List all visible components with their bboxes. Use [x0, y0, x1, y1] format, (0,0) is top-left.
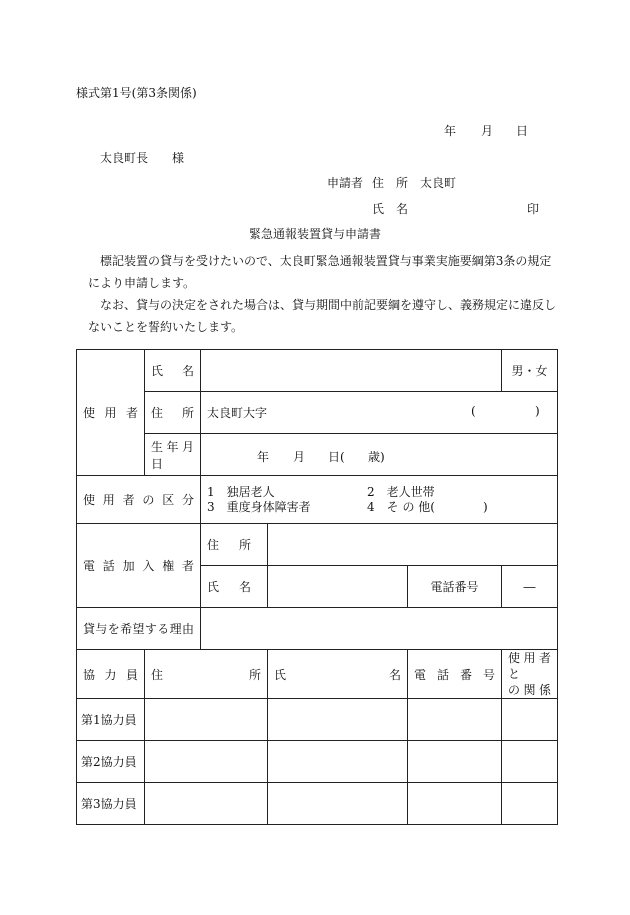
form-number: 様式第1号(第3条関係) [76, 86, 197, 100]
seal-mark: 印 [527, 202, 540, 216]
phone-number-label-cell [408, 566, 502, 608]
coop-phone-label: 電話番号 [414, 667, 496, 682]
category-option-1[interactable]: 1 独居老人 [207, 484, 275, 499]
category-option-3[interactable]: 3 重度身体障害者 [207, 499, 311, 514]
holder-address-label-cell [201, 524, 268, 566]
user-birth-row [77, 434, 558, 476]
cooperator-1-label-cell [77, 699, 145, 741]
address-paren-open: ( [471, 404, 476, 418]
user-label: 使用者 [83, 406, 138, 420]
statement-paragraph-1: 標記装置の貸与を受けたいので、太良町緊急通報装置貸与事業実施要綱第3条の規定により申請します。 [88, 254, 552, 290]
birth-field[interactable] [201, 434, 558, 476]
birth-label-cell [145, 434, 201, 476]
user-address-label-cell [145, 392, 201, 434]
cooperator-2-relation-field[interactable] [502, 741, 558, 783]
cooperator-1-name-field[interactable] [268, 699, 408, 741]
cooperator-3-phone-field[interactable] [408, 783, 502, 825]
user-address-row [77, 392, 558, 434]
user-address-field[interactable] [201, 392, 558, 434]
cooperator-2-address-field[interactable] [145, 741, 268, 783]
phone-number-label: 電話番号 [430, 580, 479, 594]
cooperator-1-label: 第1協力員 [81, 713, 137, 727]
cooperator-3-label-cell [77, 783, 145, 825]
coop-address-left: 住 [151, 667, 164, 682]
cooperator-row [77, 783, 558, 825]
coop-address-right: 所 [248, 667, 261, 682]
coop-name-header [268, 650, 408, 699]
category-option-4[interactable]: 4 そ の 他( ) [367, 499, 488, 514]
reason-row [77, 608, 558, 650]
cooperator-3-name-field[interactable] [268, 783, 408, 825]
phone-dash: ― [523, 579, 536, 594]
reason-field[interactable] [201, 608, 558, 650]
phone-holder-address-row [77, 524, 558, 566]
coop-relation-header [502, 650, 558, 699]
applicant-label: 申請者 [327, 176, 364, 190]
applicant-name-label: 氏 名 [372, 202, 409, 216]
cooperator-2-label: 第2協力員 [81, 755, 137, 769]
cooperator-1-address-field[interactable] [145, 699, 268, 741]
coop-phone-header [408, 650, 502, 699]
date-month-label: 月 [481, 124, 494, 138]
cooperator-row [77, 699, 558, 741]
document-title: 緊急通報装置貸与申請書 [249, 227, 382, 241]
birth-age-label: 歳) [368, 449, 385, 464]
user-name-label-cell [145, 350, 201, 392]
application-table [76, 349, 558, 825]
cooperator-header-row [77, 650, 558, 699]
cooperator-3-address-field[interactable] [145, 783, 268, 825]
applicant-address-value: 太良町 [420, 176, 457, 190]
birth-label: 生年月日 [151, 439, 194, 471]
honorific: 様 [172, 151, 185, 165]
cooperator-3-relation-field[interactable] [502, 783, 558, 825]
birth-year-label: 年 [257, 449, 270, 464]
coop-label: 協力員 [83, 667, 138, 682]
category-options [201, 476, 558, 524]
holder-address-field[interactable] [268, 524, 558, 566]
address-prefix: 太良町大字 [207, 406, 268, 420]
reason-label-cell [77, 608, 201, 650]
category-label: 使用者の区分 [83, 493, 194, 507]
applicant-address-label: 住 所 [372, 176, 409, 190]
cooperator-2-phone-field[interactable] [408, 741, 502, 783]
user-name-row [77, 350, 558, 392]
birth-month-label: 月 [293, 449, 306, 464]
category-label-cell [77, 476, 201, 524]
statement-body [88, 250, 558, 338]
date-day-label: 日 [516, 124, 529, 138]
holder-name-label-cell [201, 566, 268, 608]
category-option-2[interactable]: 2 老人世帯 [367, 484, 435, 499]
coop-name-left: 氏 [274, 667, 287, 682]
reason-label: 貸与を希望する理由 [83, 622, 194, 636]
cooperator-row [77, 741, 558, 783]
holder-address-label: 住所 [207, 538, 251, 552]
coop-relation-line1: 使用者と [508, 651, 552, 681]
user-address-label: 住所 [151, 406, 194, 420]
user-name-field[interactable] [201, 350, 502, 392]
user-name-label: 氏名 [151, 364, 194, 378]
coop-relation-line2: の関係 [508, 683, 552, 697]
phone-holder-label: 電話加入権者 [83, 559, 194, 573]
gender-label: 男・女 [511, 364, 548, 378]
holder-name-label: 氏名 [207, 580, 251, 594]
phone-holder-label-cell [77, 524, 201, 608]
coop-label-cell [77, 650, 145, 699]
coop-name-right: 名 [388, 667, 401, 682]
holder-name-field[interactable] [268, 566, 408, 608]
cooperator-2-name-field[interactable] [268, 741, 408, 783]
addressee: 太良町長 [100, 151, 149, 165]
phone-number-field[interactable] [502, 566, 558, 608]
gender-field[interactable] [502, 350, 558, 392]
cooperator-2-label-cell [77, 741, 145, 783]
date-year-label: 年 [444, 124, 457, 138]
cooperator-1-relation-field[interactable] [502, 699, 558, 741]
category-row [77, 476, 558, 524]
cooperator-1-phone-field[interactable] [408, 699, 502, 741]
coop-address-header [145, 650, 268, 699]
user-label-cell [77, 350, 145, 476]
address-paren-close: ) [535, 404, 540, 418]
birth-day-label: 日( [328, 449, 345, 464]
statement-paragraph-2: なお、貸与の決定をされた場合は、貸与期間中前記要綱を遵守し、義務規定に違反しないことを誓約いたします。 [88, 298, 557, 334]
cooperator-3-label: 第3協力員 [81, 797, 137, 811]
